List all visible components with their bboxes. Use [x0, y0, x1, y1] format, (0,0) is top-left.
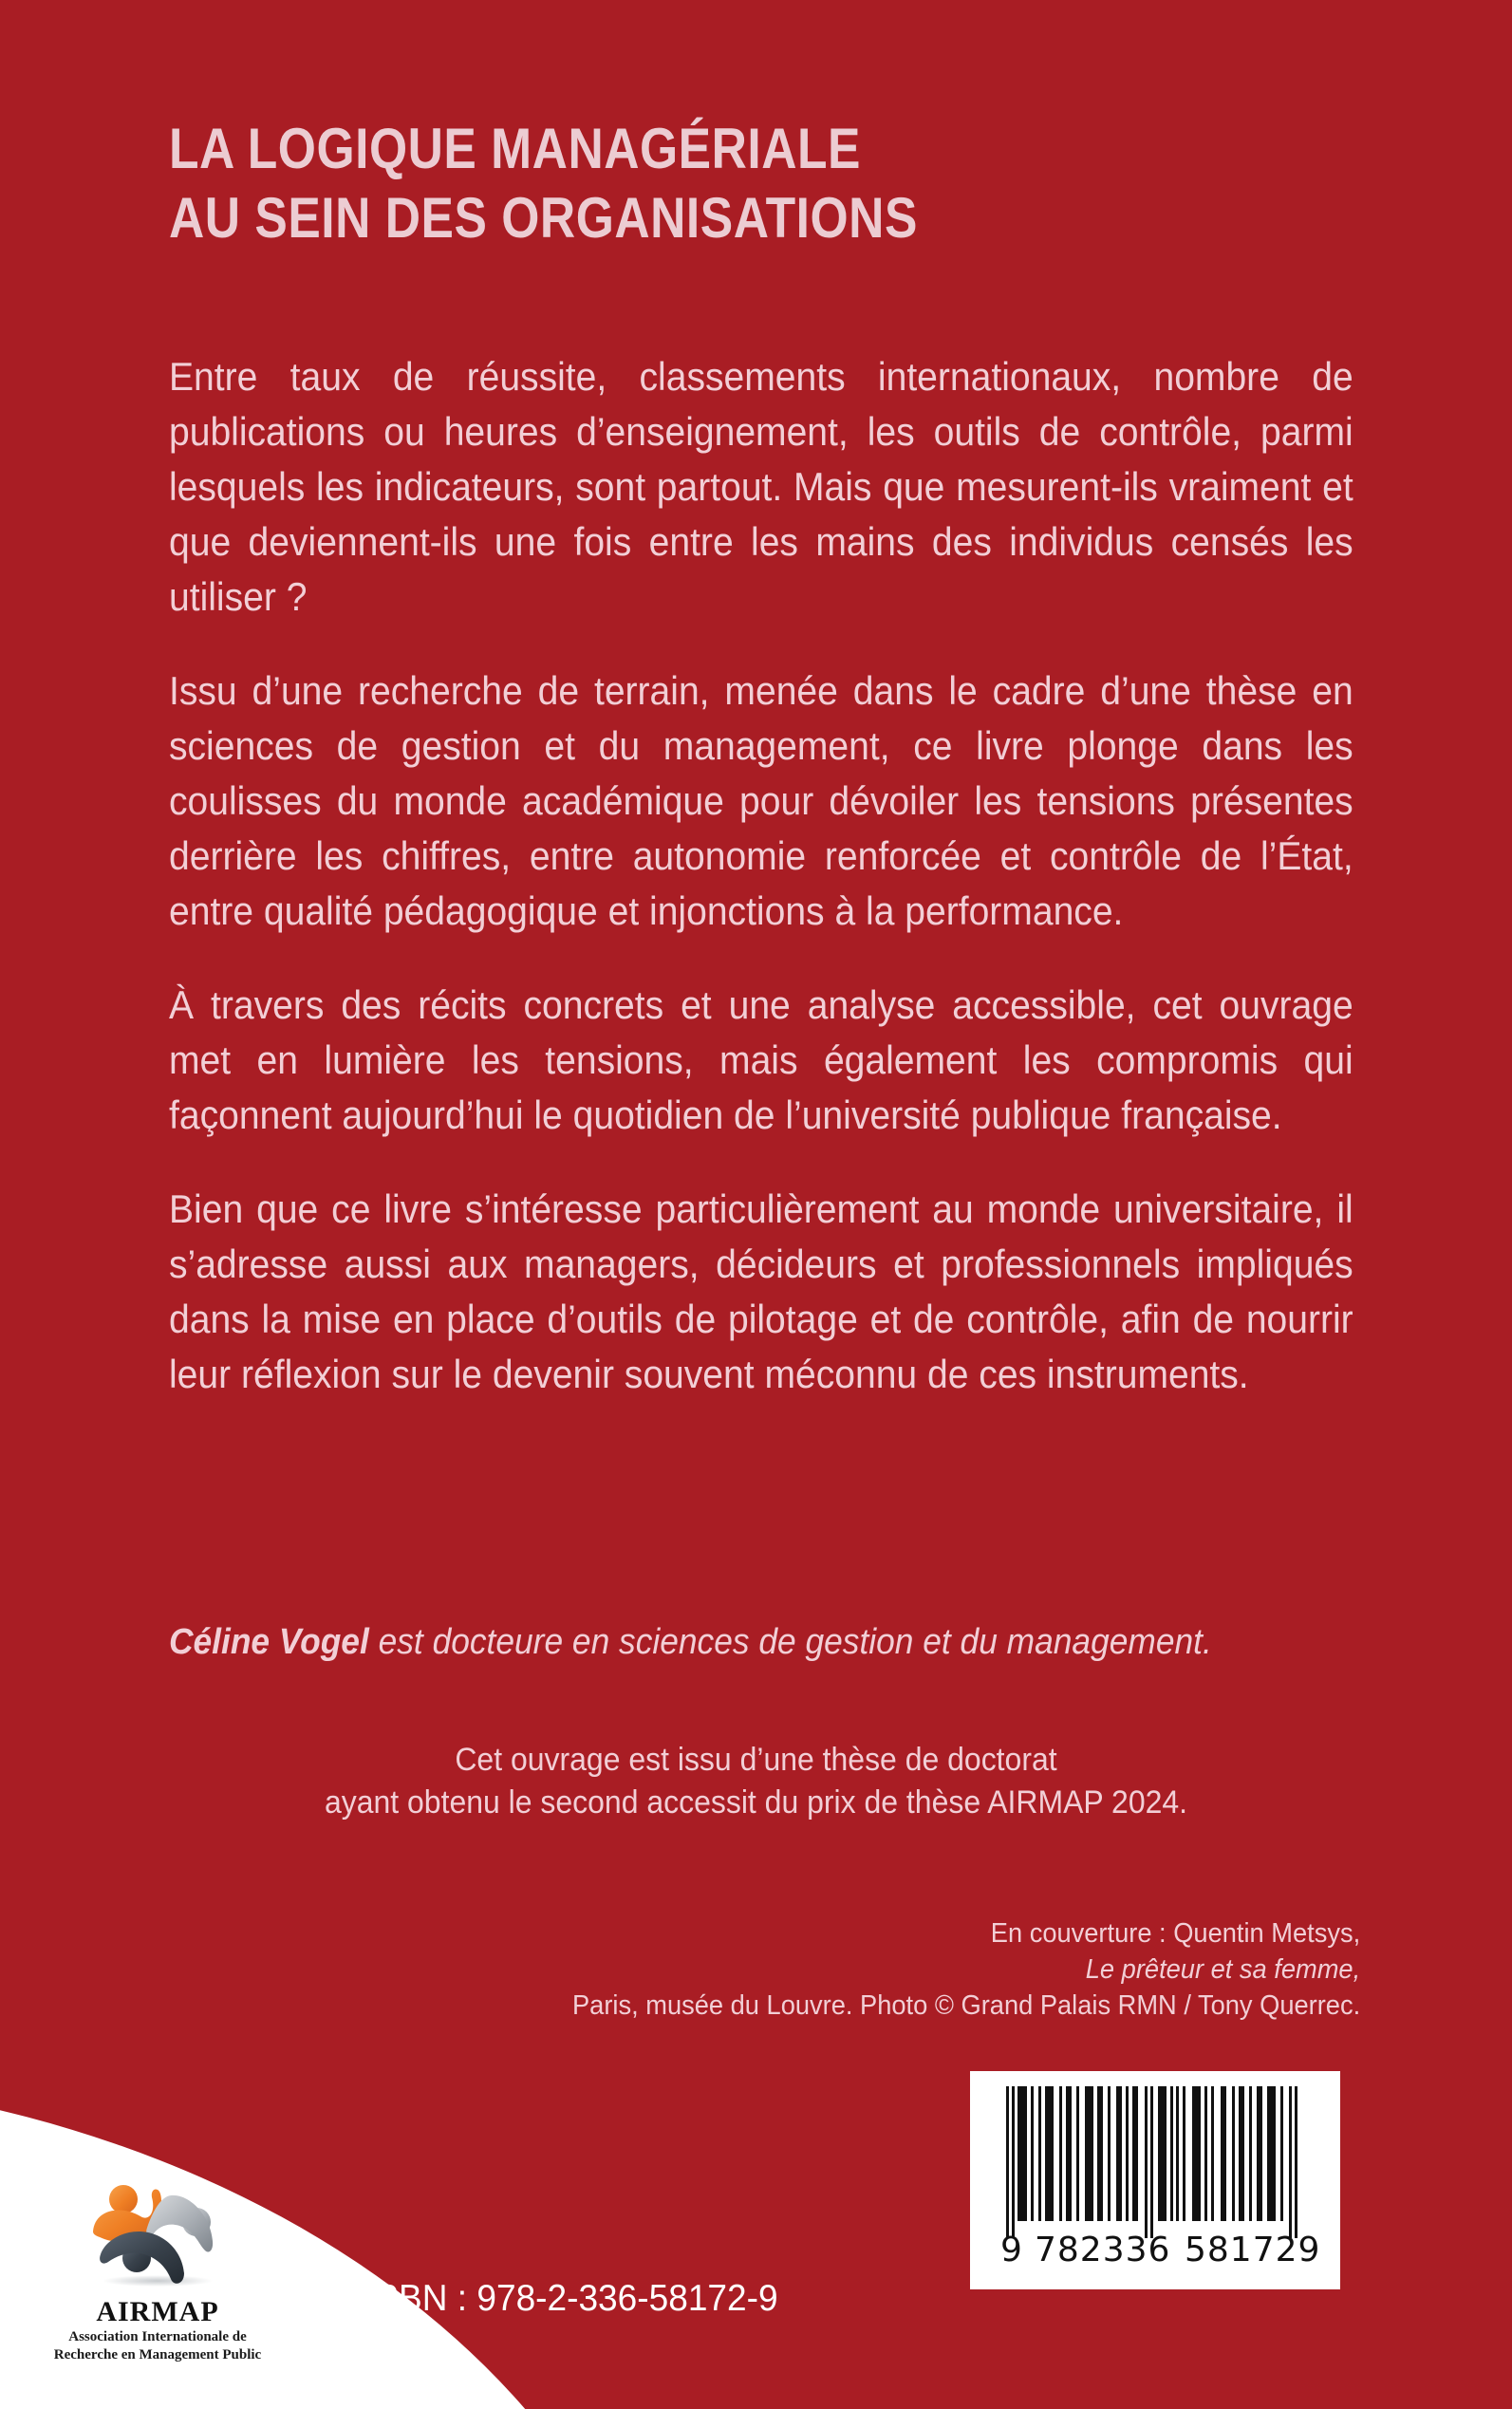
- three-figures-logo-icon: [72, 2167, 243, 2290]
- publisher-logo-name: AIRMAP: [96, 2296, 219, 2327]
- isbn-and-price: [365, 2278, 799, 2381]
- author-bio-rest: est docteure en sciences de gestion et du management.: [368, 1622, 1212, 1662]
- thesis-note-line-2: ayant obtenu le second accessit du prix de thèse AIRMAP 2024.: [324, 1784, 1188, 1821]
- publisher-logo-subtitle-line-2: Recherche en Management Public: [53, 2347, 262, 2362]
- thesis-note: [0, 1739, 1512, 1824]
- barcode-digits: [999, 2231, 1321, 2276]
- price-value: 21 €: [365, 2328, 448, 2379]
- title-line-2: AU SEIN DES ORGANISATIONS: [169, 186, 918, 250]
- thesis-note-line-1: Cet ouvrage est issu d’une thèse de doctorat: [455, 1742, 1057, 1778]
- publisher-logo: [44, 2167, 271, 2364]
- barcode: [970, 2071, 1340, 2289]
- blurb-paragraph: Issu d’une recherche de terrain, menée dans le cadre d’une thèse en sciences de gestion et du management, ce livre plonge dans les coulisses du monde académique pour dévoiler les tensions présentes derrière les chiffres, entre autonomie renforcée et contrôle de l’État, entre qualité pédagogique et injonctions à la performance.: [169, 668, 1353, 933]
- barcode-digits-middle: 782336: [1035, 2231, 1171, 2269]
- author-bio: [169, 1619, 1308, 1665]
- title-line-1: LA LOGIQUE MANAGÉRIALE: [169, 117, 861, 180]
- barcode-digits-right: 581729: [1185, 2231, 1321, 2269]
- author-name: Céline Vogel: [169, 1622, 369, 1662]
- barcode-digit-left: 9: [1000, 2231, 1023, 2269]
- cover-credit-line-2: Le prêteur et sa femme,: [1085, 1954, 1360, 1985]
- cover-credit-line-1: En couverture : Quentin Metsys,: [990, 1918, 1360, 1949]
- isbn-value: ISBN : 978-2-336-58172-9: [365, 2278, 778, 2319]
- blurb-paragraph: Bien que ce livre s’intéresse particulièrement au monde universitaire, il s’adresse aussi aux managers, décideurs et professionnels impliqués dans la mise en place d’outils de pilotage et de contrôle, afin de nourrir leur réflexion sur le devenir souvent méconnu de ces instruments.: [169, 1186, 1353, 1396]
- blurb-paragraph: À travers des récits concrets et une analyse accessible, cet ouvrage met en lumière les tensions, mais également les compromis qui façonnent aujourd’hui le quotidien de l’université publique française.: [169, 982, 1353, 1137]
- blurb-text: [169, 349, 1353, 1402]
- barcode-bars: [1006, 2086, 1305, 2238]
- publisher-logo-subtitle-line-1: Association Internationale de: [68, 2329, 247, 2344]
- cover-credit-line-3: Paris, musée du Louvre. Photo © Grand Palais RMN / Tony Querrec.: [571, 1990, 1360, 2021]
- cover-artwork-credit: [522, 1915, 1360, 2024]
- page-title: [169, 114, 1308, 252]
- blurb-paragraph: Entre taux de réussite, classements internationaux, nombre de publications ou heures d’enseignement, les outils de contrôle, parmi lesquels les indicateurs, sont partout. Mais que mesurent-ils vraiment et que deviennent-ils une fois entre les mains des individus censés les utiliser ?: [169, 354, 1353, 619]
